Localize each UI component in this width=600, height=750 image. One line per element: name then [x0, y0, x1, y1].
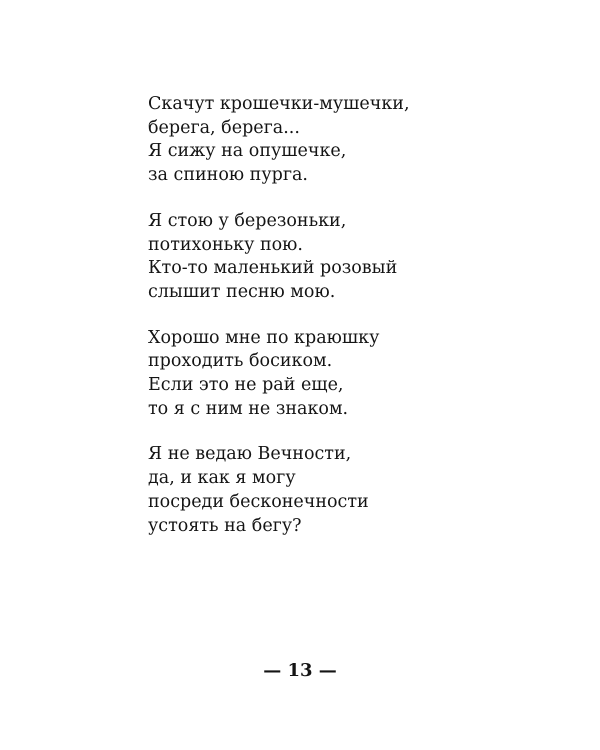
stanza-4: [148, 443, 488, 538]
poem-line: проходить босиком.: [148, 351, 333, 372]
poem-line: слышит песню мою.: [148, 281, 336, 302]
poem-line: потихоньку пою.: [148, 234, 303, 255]
poem-line: Скачут крошечки-мушечки,: [148, 94, 410, 114]
poem-line: Хорошо мне по краюшку: [148, 327, 380, 348]
stanza-1: [148, 93, 488, 188]
poem-line: Я сижу на опушечке,: [148, 141, 347, 162]
page-number: — 13 —: [263, 660, 337, 681]
poem-line: то я с ним не знаком.: [148, 398, 349, 419]
poem-line: да, и как я могу: [148, 468, 296, 489]
poem-line: устоять на бегу?: [148, 515, 302, 536]
poem-line: Я стою у березоньки,: [148, 210, 347, 231]
poem: [148, 93, 488, 560]
poem-line: берега, берега...: [148, 117, 300, 138]
stanza-2: [148, 210, 488, 305]
poem-line: Я не ведаю Вечности,: [148, 444, 352, 465]
poem-line: Кто-то маленький розовый: [148, 258, 398, 279]
poem-line: Если это не рай еще,: [148, 375, 344, 396]
stanza-3: [148, 327, 488, 422]
poem-line: посреди бесконечности: [148, 491, 369, 512]
poem-line: за спиною пурга.: [148, 165, 308, 186]
